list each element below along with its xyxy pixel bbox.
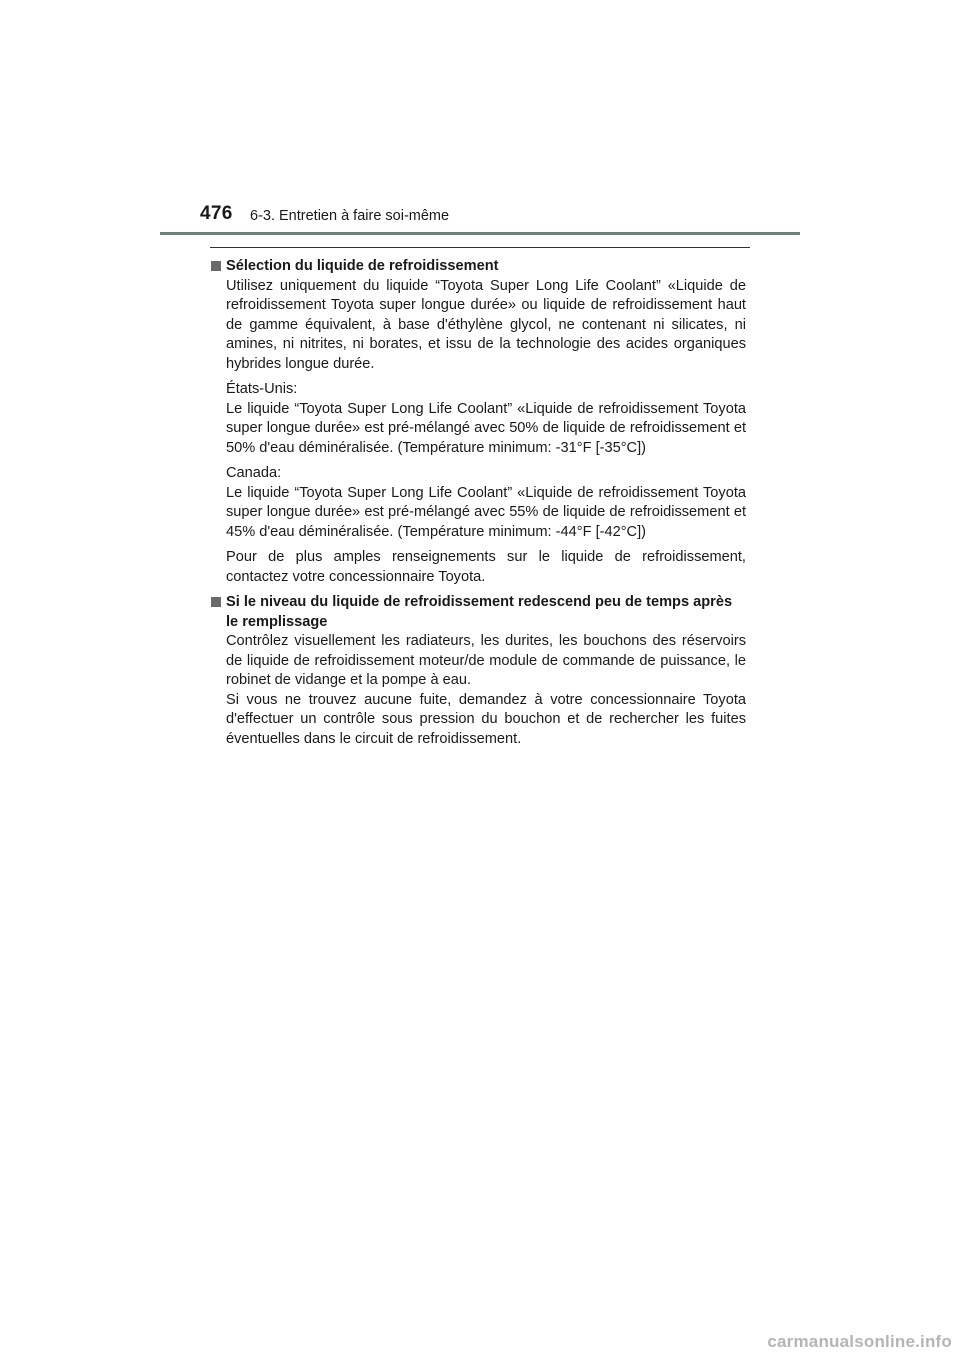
page-content <box>210 257 746 749</box>
header-rule <box>160 232 800 235</box>
section-heading <box>210 257 746 277</box>
watermark-logo: carmanualsonline.info <box>767 1332 952 1351</box>
leak-text: Si vous ne trouvez aucune fuite, demandez à votre concessionnaire Toyota d'effectuer un contrôle sous pression du bouchon et de rechercher les fuites éventuelles dans le circuit de refroidissement. <box>226 691 746 747</box>
paragraph-more-info: Pour de plus amples renseignements sur le liquide de refroidissement, contactez votre concessionnaire Toyota. <box>226 549 746 585</box>
section-divider <box>210 247 750 248</box>
square-bullet-icon <box>211 597 221 607</box>
paragraph-us <box>226 380 746 458</box>
paragraph-coolant-type: Utilisez uniquement du liquide “Toyota Super Long Life Coolant” «Liquide de refroidissement Toyota super longue durée» ou liquide de refroidissement haut de gamme équivalent, à base d'éthylène glycol, ne contenant ni silicates, ni amines, ni nitrites, ni borates, et issu de la technologie des acides organiques hybrides longue durée. <box>226 277 746 372</box>
paragraph-inspection <box>226 632 746 749</box>
section-coolant-selection <box>210 257 746 587</box>
section-heading <box>210 593 746 632</box>
page-number: 476 <box>200 203 233 224</box>
canada-label: Canada: <box>226 465 282 481</box>
chapter-title: 6-3. Entretien à faire soi-même <box>250 208 450 224</box>
paragraph-canada <box>226 464 746 542</box>
us-label: États-Unis: <box>226 381 298 397</box>
canada-text: Le liquide “Toyota Super Long Life Coolant” «Liquide de refroidissement Toyota super longue durée» est pré-mélangé avec 55% de liquide de refroidissement et 45% d'eau déminéralisée. (Température minimum: -44°F [-42°C]) <box>226 484 746 540</box>
section-coolant-level-drop <box>210 593 746 749</box>
inspection-text: Contrôlez visuellement les radiateurs, les durites, les bouchons des réservoirs de liquide de refroidissement moteur/de module de commande de puissance, le robinet de vidange et la pompe à eau. <box>226 633 746 688</box>
us-text: Le liquide “Toyota Super Long Life Coolant” «Liquide de refroidissement Toyota super longue durée» est pré-mélangé avec 50% de liquide de refroidissement et 50% d'eau déminéralisée. (Température minimum: -31°F [-35°C]) <box>226 400 746 456</box>
section-heading-text: Si le niveau du liquide de refroidissement redescend peu de temps après le remplissage <box>226 594 733 630</box>
section-heading-text: Sélection du liquide de refroidissement <box>226 258 499 274</box>
square-bullet-icon <box>211 261 221 271</box>
